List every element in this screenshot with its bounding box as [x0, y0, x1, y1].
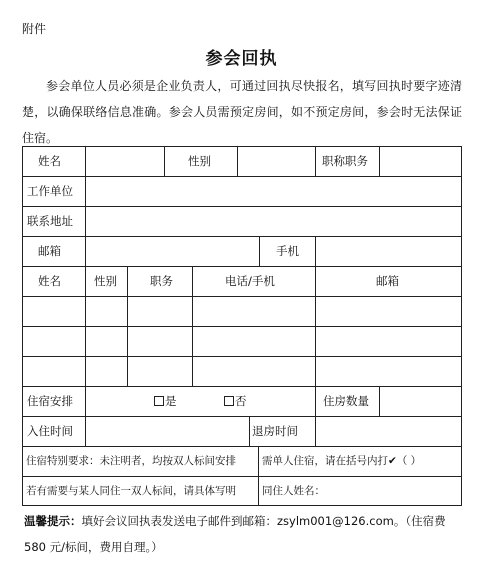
label-checkin: 入住时间: [27, 424, 73, 438]
column-header-name: 姓名: [38, 274, 61, 288]
tip-label: 温馨提示：: [24, 514, 82, 528]
option-yes-label: 是: [165, 394, 177, 408]
option-no-label: 否: [235, 394, 247, 408]
footer-tip: [24, 508, 464, 560]
label-email: 邮箱: [38, 244, 61, 258]
attachment-label: 附件: [22, 22, 47, 36]
label-share-request: 若有需要与某人同住一双人标间，请具体写明: [26, 485, 236, 497]
label-work-unit: 工作单位: [27, 184, 73, 198]
option-no[interactable]: [224, 394, 247, 408]
column-header-phone: 电话/手机: [225, 274, 275, 288]
label-name: 姓名: [38, 154, 61, 168]
column-header-email: 邮箱: [376, 274, 399, 288]
page-title: 参会回执: [205, 49, 278, 69]
column-header-position: 职务: [150, 274, 173, 288]
label-address: 联系地址: [27, 214, 73, 228]
label-accommodation: 住宿安排: [27, 394, 73, 408]
checkbox-icon: [154, 396, 164, 406]
column-header-gender: 性别: [94, 274, 117, 288]
label-checkout: 退房时间: [252, 424, 298, 438]
checkbox-icon: [224, 396, 234, 406]
intro-paragraph: 参会单位人员必须是企业负责人，可通过回执尽快报名，填写回执时要字迹清楚，以确保联络信息准确。参会人员需预定房间，如不预定房间，参会时无法保证住宿。: [22, 79, 462, 145]
label-roommate-name: 同住人姓名：: [262, 485, 325, 497]
label-mobile: 手机: [276, 244, 299, 258]
label-special-request: 住宿特别要求：未注明者，均按双人标间安排: [26, 455, 236, 467]
label-need-single-room: 需单人住宿，请在括号内打✔（ ）: [262, 455, 422, 467]
label-job-title: 职称职务: [322, 154, 368, 168]
registration-form-table: [22, 146, 462, 506]
label-gender: 性别: [188, 154, 211, 168]
tip-text: 填好会议回执表发送电子邮件到邮箱：zsylm001@126.com。（住宿费 580 元/标间，费用自理。）: [24, 514, 446, 554]
label-room-count: 住房数量: [323, 394, 369, 408]
option-yes[interactable]: [154, 394, 177, 408]
table-grid-lines: [22, 146, 462, 506]
